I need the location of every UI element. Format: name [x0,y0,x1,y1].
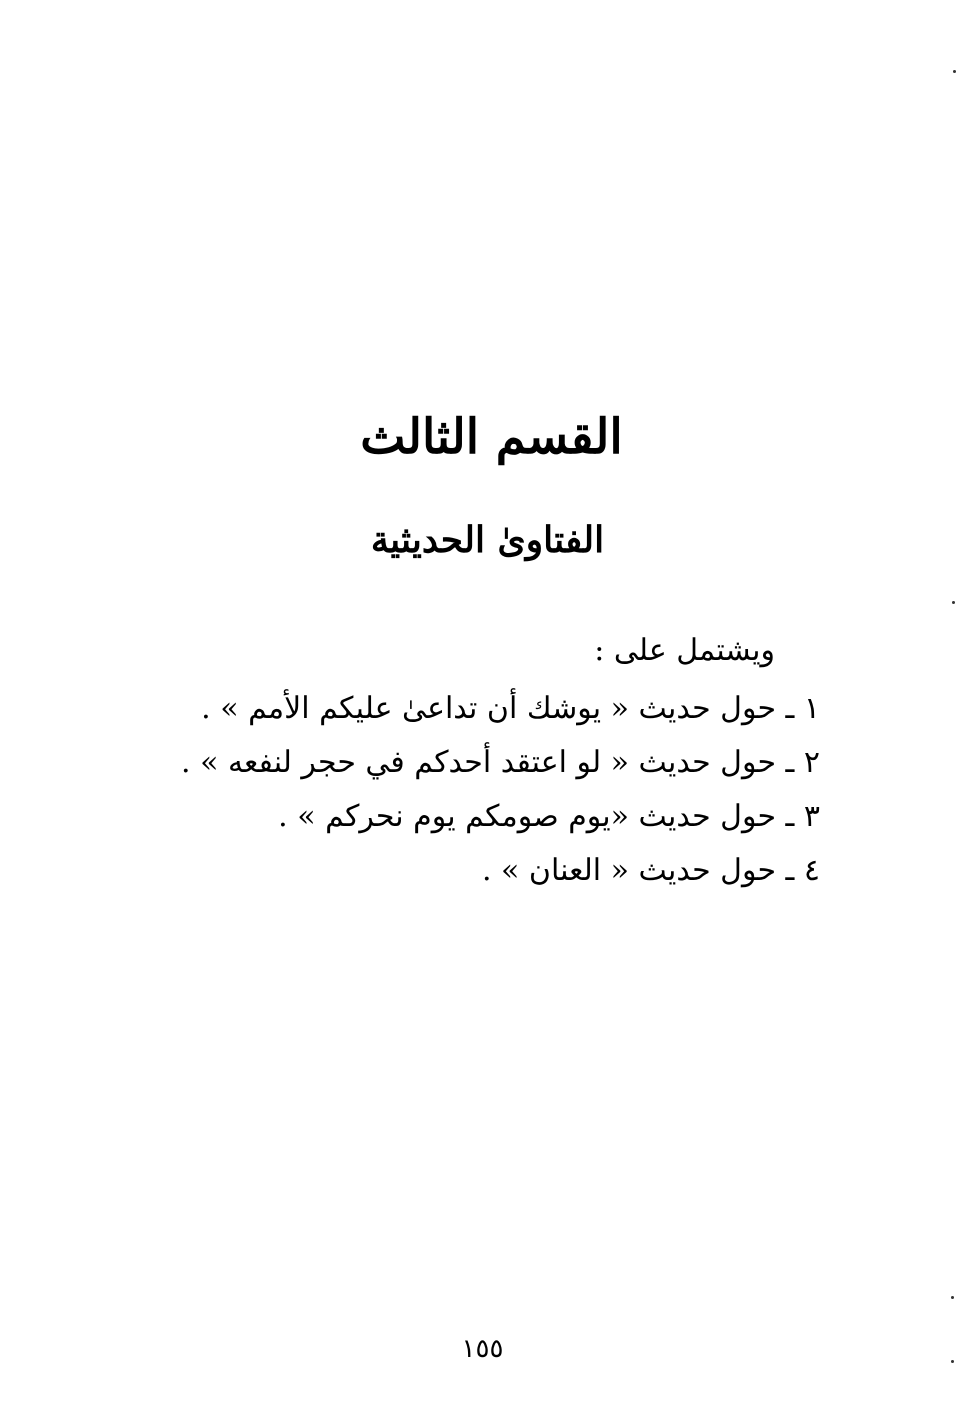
list-item: ٤ ـ حول حديث « العنان » . [481,853,820,888]
scan-speck [953,70,956,73]
scan-speck [952,601,955,604]
list-item: ٣ ـ حول حديث «يوم صومكم يوم نحركم » . [278,799,820,834]
intro-text: ويشتمل على : [594,633,775,668]
list-item: ١ ـ حول حديث « يوشك أن تداعىٰ عليكم الأمم » . [201,691,820,726]
list-item: ٢ ـ حول حديث « لو اعتقد أحدكم في حجر لنفعه » . [181,745,820,780]
topics-list [181,682,820,898]
section-title: القسم الثالث [360,409,623,465]
scan-speck [951,1296,954,1299]
section-subtitle: الفتاوىٰ الحديثية [370,519,605,561]
page-number: ١٥٥ [461,1334,504,1364]
scan-speck [951,1360,954,1363]
